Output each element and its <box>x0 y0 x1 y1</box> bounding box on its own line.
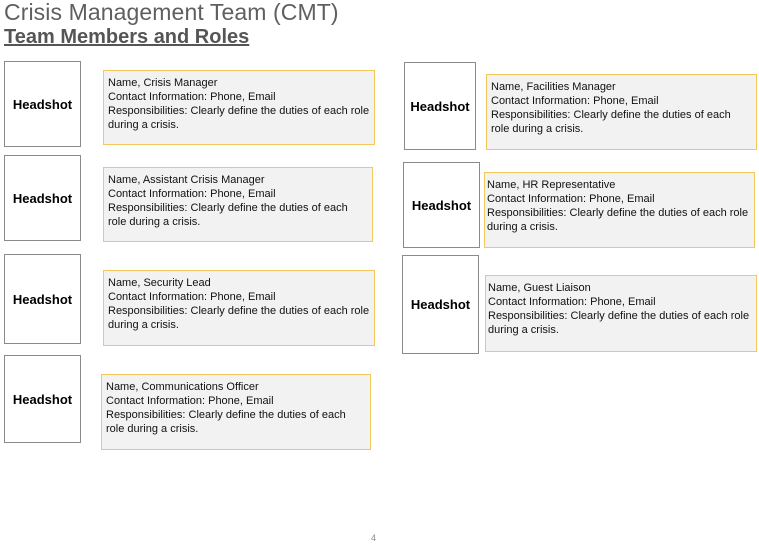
headshot-label: Headshot <box>410 98 470 114</box>
member-name: Name, Crisis Manager <box>108 77 218 89</box>
member-contact: Contact Information: Phone, Email <box>491 95 659 107</box>
member-name: Name, Security Lead <box>108 277 211 289</box>
headshot-label: Headshot <box>12 96 73 112</box>
member-contact: Contact Information: Phone, Email <box>108 188 276 200</box>
member-info-hr-representative <box>484 172 755 248</box>
headshot-label: Headshot <box>12 391 73 407</box>
section-heading: Team Members and Roles <box>4 26 250 48</box>
member-name: Name, Facilities Manager <box>491 81 616 93</box>
member-info-communications-officer <box>101 374 371 450</box>
member-contact: Contact Information: Phone, Email <box>487 193 655 205</box>
member-responsibilities: Responsibilities: Clearly define the duties of each role during a crisis. <box>108 105 370 131</box>
member-responsibilities: Responsibilities: Clearly define the duties of each role during a crisis. <box>108 202 348 228</box>
member-info-crisis-manager <box>103 70 375 145</box>
member-info-guest-liaison <box>485 275 757 352</box>
member-info-facilities-manager <box>486 74 757 150</box>
member-contact: Contact Information: Phone, Email <box>106 395 274 407</box>
headshot-label: Headshot <box>410 297 471 312</box>
headshot-placeholder-security-lead <box>4 254 81 344</box>
headshot-label: Headshot <box>12 190 73 206</box>
headshot-label: Headshot <box>12 291 73 307</box>
page-number: 4 <box>371 533 377 543</box>
member-responsibilities: Responsibilities: Clearly define the duties of each role during a crisis. <box>106 409 346 435</box>
headshot-label: Headshot <box>411 197 472 213</box>
headshot-placeholder-facilities-manager <box>404 62 476 150</box>
member-name: Name, HR Representative <box>487 179 616 191</box>
member-name: Name, Guest Liaison <box>488 282 591 294</box>
headshot-placeholder-communications-officer <box>4 355 81 443</box>
member-info-assistant-crisis-manager <box>103 167 373 242</box>
member-name: Name, Communications Officer <box>106 381 259 393</box>
member-contact: Contact Information: Phone, Email <box>108 91 276 103</box>
member-name: Name, Assistant Crisis Manager <box>108 174 265 186</box>
member-contact: Contact Information: Phone, Email <box>108 291 276 303</box>
member-info-security-lead <box>103 270 375 346</box>
headshot-placeholder-hr-representative <box>403 162 480 248</box>
member-responsibilities: Responsibilities: Clearly define the duties of each role during a crisis. <box>108 305 370 331</box>
headshot-placeholder-crisis-manager <box>4 61 81 147</box>
page-title: Crisis Management Team (CMT) <box>4 0 339 25</box>
headshot-placeholder-guest-liaison <box>402 255 479 354</box>
headshot-placeholder-assistant-crisis-manager <box>4 155 81 241</box>
member-contact: Contact Information: Phone, Email <box>488 296 656 308</box>
member-responsibilities: Responsibilities: Clearly define the duties of each role during a crisis. <box>491 109 731 135</box>
member-responsibilities: Responsibilities: Clearly define the duties of each role during a crisis. <box>487 207 749 233</box>
member-responsibilities: Responsibilities: Clearly define the duties of each role during a crisis. <box>488 310 750 336</box>
